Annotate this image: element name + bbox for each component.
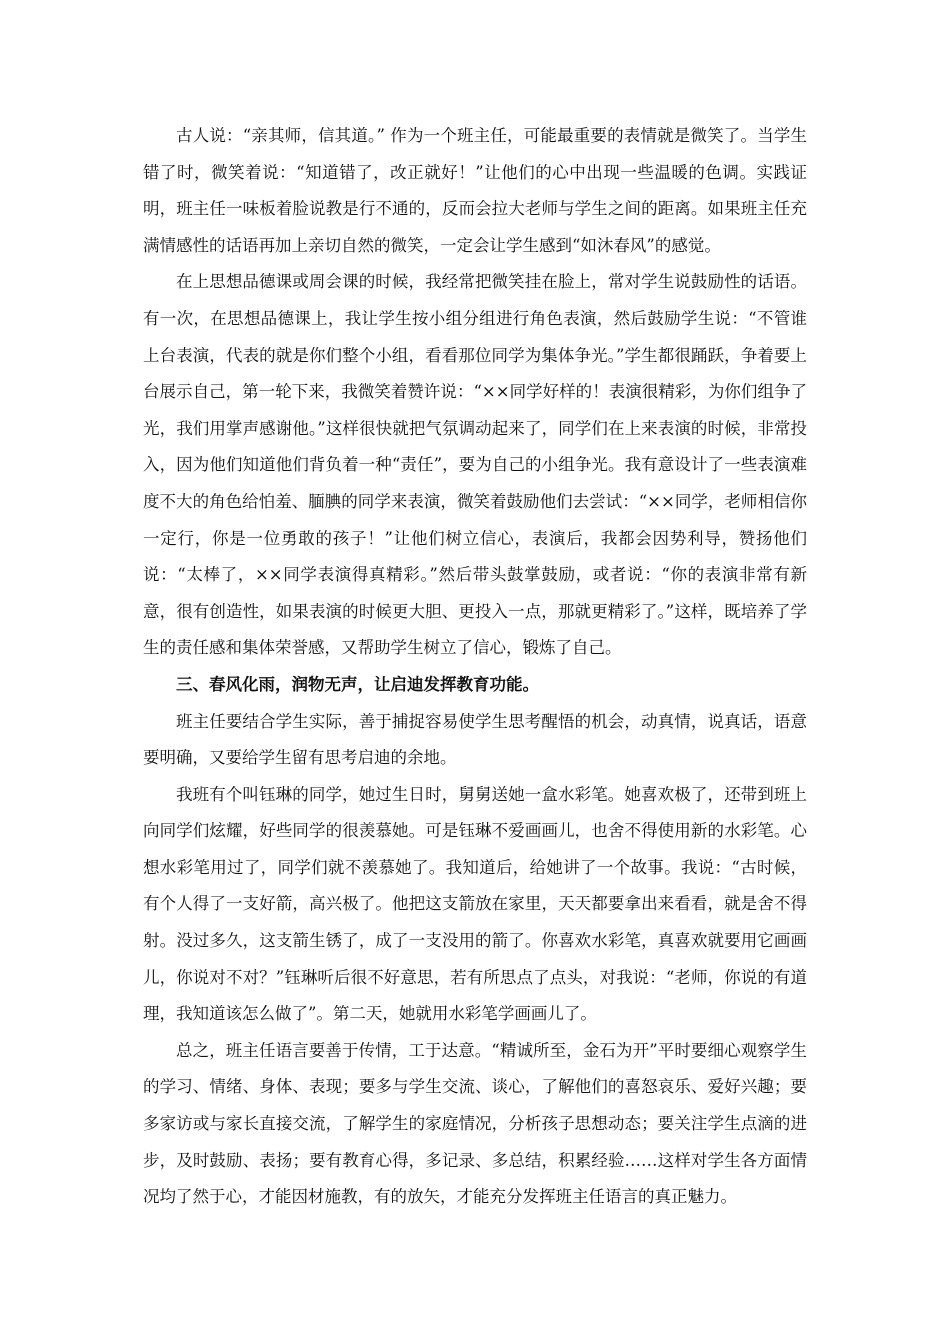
- paragraph-smile-importance: 古人说：“亲其师，信其道。” 作为一个班主任，可能最重要的表情就是微笑了。当学生错了时，微笑着说：“知道错了，改正就好！”让他们的心中出现一些温暖的色调。实践证明，班主任一味板着脸说教是行不通的，反而会拉大老师与学生之间的距离。如果班主任充满情感性的话语再加上亲切自然的微笑，一定会让学生感到“如沐春风”的感觉。: [143, 126, 807, 255]
- paragraph-conclusion: 总之，班主任语言要善于传情，工于达意。“精诚所至，金石为开”平时要细心观察学生的学习、情绪、身体、表现；要多与学生交流、谈心，了解他们的喜怒哀乐、爱好兴趣；要多家访或与家长直接交流，了解学生的家庭情况，分析孩子思想动态；要关注学生点滴的进步，及时鼓励、表扬；要有教育心得，多记录、多总结，积累经验……这样对学生各方面情况均了然于心，才能因材施教，有的放矢，才能充分发挥班主任语言的真正魅力。: [143, 1040, 807, 1207]
- paragraph-watercolor-story: 我班有个叫钰琳的同学，她过生日时，舅舅送她一盒水彩笔。她喜欢极了，还带到班上向同学们炫耀，好些同学的很羡慕她。可是钰琳不爱画画儿，也舍不得使用新的水彩笔。心想水彩笔用过了，同学们就不羡慕她了。我知道后，给她讲了一个故事。我说：“古时候，有个人得了一支好箭，高兴极了。他把这支箭放在家里，天天都要拿出来看看，就是舍不得射。没过多久，这支箭生锈了，成了一支没用的箭了。你喜欢水彩笔，真喜欢就要用它画画儿，你说对不对？”钰琳听后很不好意思，若有所思点了点头，对我说：“老师，你说的有道理，我知道该怎么做了”。第二天，她就用水彩笔学画画儿了。: [143, 784, 807, 1024]
- section-heading: 三、春风化雨，润物无声，让启迪发挥教育功能。: [176, 674, 539, 694]
- paragraph-role-play-example: 在上思想品德课或周会课的时候，我经常把微笑挂在脸上，常对学生说鼓励性的话语。有一次，在思想品德课上，我让学生按小组分组进行角色表演，然后鼓励学生说：“不管谁上台表演，代表的就是你们整个小组，看看那位同学为集体争光。”学生都很踊跃，争着要上台展示自己，第一轮下来，我微笑着赞许说：“××同学好样的！表演很精彩，为你们组争了光，我们用掌声感谢他。”这样很快就把气氛调动起来了，同学们在上来表演的时候，非常投入，因为他们知道他们背负着一种“责任”，要为自己的小组争光。我有意设计了一些表演难度不大的角色给怕羞、腼腆的同学来表演，微笑着鼓励他们去尝试：“××同学，老师相信你一定行，你是一位勇敢的孩子！”让他们树立信心，表演后，我都会因势利导，赞扬他们说：“太棒了，××同学表演得真精彩。”然后带头鼓掌鼓励，或者说：“你的表演非常有新意，很有创造性，如果表演的时候更大胆、更投入一点，那就更精彩了。”这样，既培养了学生的责任感和集体荣誉感，又帮助学生树立了信心，锻炼了自己。: [143, 272, 807, 658]
- document-page: [143, 118, 807, 1216]
- paragraph-enlightenment: 班主任要结合学生实际，善于捕捉容易使学生思考醒悟的机会，动真情，说真话，语意要明确，又要给学生留有思考启迪的余地。: [143, 711, 807, 768]
